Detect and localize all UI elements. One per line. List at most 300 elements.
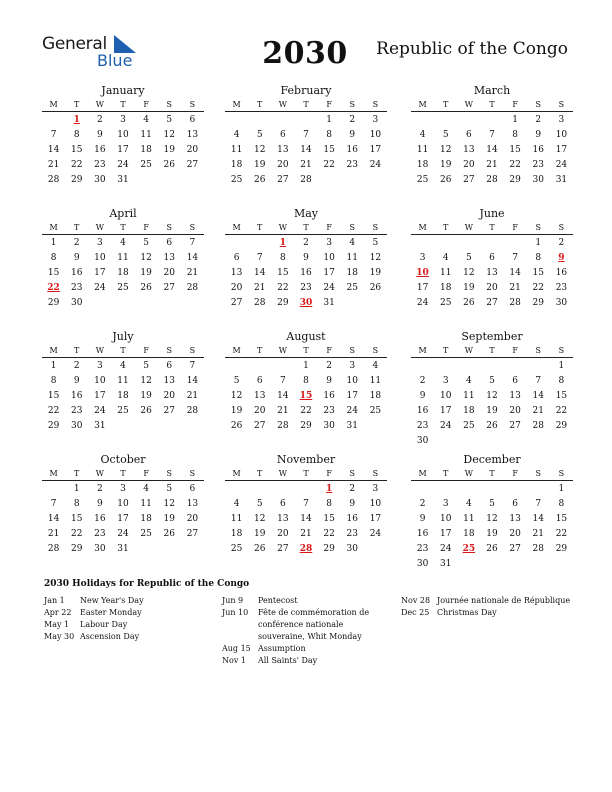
month-name: June xyxy=(479,207,505,220)
day-cell: 28 xyxy=(509,297,521,308)
weekday-label: S xyxy=(535,469,542,478)
day-cell: 25 xyxy=(416,174,429,185)
month-name: October xyxy=(100,453,146,466)
month-december xyxy=(411,453,573,571)
day-cell: 7 xyxy=(50,498,57,509)
day-cell: 15 xyxy=(555,390,568,401)
day-cell: 10 xyxy=(117,498,129,509)
day-cell: 23 xyxy=(94,159,106,170)
day-cell: 7 xyxy=(512,252,518,263)
holiday-day-cell: 15 xyxy=(299,390,313,401)
weekday-label: F xyxy=(143,223,149,232)
holiday-item xyxy=(222,643,372,655)
weekday-label: S xyxy=(189,346,196,355)
week-row xyxy=(225,172,387,187)
day-cell: 30 xyxy=(94,543,106,554)
holiday-column xyxy=(222,595,372,667)
weekday-header xyxy=(411,98,573,112)
generalblue-logo xyxy=(42,34,142,74)
day-cell: 6 xyxy=(166,360,173,371)
holiday-item xyxy=(44,595,194,607)
day-cell: 27 xyxy=(509,420,521,431)
day-cell: 2 xyxy=(419,375,426,386)
holiday-name: Fête de commémoration de conférence nationale souveraine, Whit Monday xyxy=(258,608,370,641)
day-cell: 22 xyxy=(323,159,335,170)
day-cell: 27 xyxy=(163,282,175,293)
day-cell: 4 xyxy=(120,360,126,371)
day-cell: 13 xyxy=(277,513,289,524)
weekday-label: F xyxy=(143,346,149,355)
week-row xyxy=(225,481,387,496)
day-cell: 3 xyxy=(442,498,449,509)
holiday-date: May 30 xyxy=(44,632,75,641)
week-row xyxy=(411,556,573,571)
weekday-label: M xyxy=(49,223,58,232)
week-row xyxy=(411,358,573,373)
day-cell: 10 xyxy=(117,129,129,140)
day-cell: 14 xyxy=(532,390,544,401)
holiday-day-cell: 10 xyxy=(416,267,429,278)
week-row xyxy=(225,142,387,157)
week-row xyxy=(411,496,573,511)
day-cell: 20 xyxy=(509,528,521,539)
day-cell: 7 xyxy=(50,129,57,140)
logo-text-general: General xyxy=(42,34,107,54)
day-cell: 20 xyxy=(509,405,521,416)
day-cell: 24 xyxy=(117,528,129,539)
holiday-date: Jan 1 xyxy=(44,596,65,605)
day-cell: 14 xyxy=(532,513,544,524)
day-cell: 7 xyxy=(189,237,196,248)
weekday-label: M xyxy=(49,346,58,355)
day-cell: 15 xyxy=(277,267,289,278)
month-june xyxy=(411,207,573,310)
day-cell: 31 xyxy=(94,420,106,431)
day-cell: 23 xyxy=(555,282,568,293)
day-cell: 7 xyxy=(279,375,286,386)
day-cell: 14 xyxy=(253,267,266,278)
weekday-label: T xyxy=(257,223,263,232)
month-name: September xyxy=(461,330,523,343)
day-cell: 6 xyxy=(233,252,240,263)
day-cell: 3 xyxy=(372,114,379,125)
day-cell: 10 xyxy=(94,375,106,386)
week-row xyxy=(411,403,573,418)
weekday-label: T xyxy=(120,223,126,232)
day-cell: 12 xyxy=(486,513,498,524)
day-cell: 26 xyxy=(253,543,266,554)
day-cell: 3 xyxy=(558,114,565,125)
day-cell: 11 xyxy=(416,144,429,155)
day-cell: 25 xyxy=(369,405,382,416)
month-october xyxy=(42,453,204,556)
day-cell: 15 xyxy=(70,513,83,524)
day-cell: 25 xyxy=(140,528,152,539)
day-cell: 5 xyxy=(372,237,379,248)
day-cell: 17 xyxy=(323,267,335,278)
day-cell: 31 xyxy=(117,174,129,185)
month-may xyxy=(225,207,387,310)
day-cell: 18 xyxy=(117,267,129,278)
weekday-label: F xyxy=(326,346,332,355)
day-cell: 11 xyxy=(140,498,152,509)
day-cell: 25 xyxy=(117,282,129,293)
year-title: 2030 xyxy=(262,36,348,71)
day-cell: 23 xyxy=(416,543,429,554)
day-cell: 6 xyxy=(166,237,173,248)
day-cell: 1 xyxy=(73,483,80,494)
weekday-label: T xyxy=(443,223,449,232)
day-cell: 2 xyxy=(558,237,565,248)
day-cell: 5 xyxy=(166,483,173,494)
weekday-label: M xyxy=(418,346,427,355)
weekday-label: F xyxy=(512,100,518,109)
day-cell: 11 xyxy=(230,513,243,524)
day-cell: 28 xyxy=(532,420,544,431)
day-cell: 28 xyxy=(532,543,544,554)
month-name: August xyxy=(286,330,326,343)
week-row xyxy=(411,280,573,295)
day-cell: 5 xyxy=(166,114,173,125)
month-september xyxy=(411,330,573,448)
day-cell: 10 xyxy=(439,390,452,401)
day-cell: 21 xyxy=(186,390,199,401)
day-cell: 24 xyxy=(94,405,106,416)
day-cell: 16 xyxy=(416,405,429,416)
month-august xyxy=(225,330,387,433)
day-cell: 12 xyxy=(486,390,498,401)
day-cell: 9 xyxy=(73,375,80,386)
weekday-label: T xyxy=(120,100,126,109)
month-name: July xyxy=(112,330,134,343)
day-cell: 16 xyxy=(323,390,335,401)
day-cell: 13 xyxy=(463,144,475,155)
weekday-label: S xyxy=(189,469,196,478)
month-name: February xyxy=(280,84,332,97)
holiday-date: Apr 22 xyxy=(44,608,72,617)
holiday-item xyxy=(222,607,372,643)
weekday-label: T xyxy=(303,100,309,109)
day-cell: 19 xyxy=(230,405,243,416)
day-cell: 22 xyxy=(555,405,568,416)
day-cell: 11 xyxy=(230,144,243,155)
day-cell: 26 xyxy=(439,174,452,185)
day-cell: 27 xyxy=(486,297,498,308)
holiday-item xyxy=(222,655,372,667)
day-cell: 2 xyxy=(419,498,426,509)
day-cell: 30 xyxy=(94,174,106,185)
day-cell: 10 xyxy=(346,375,358,386)
day-cell: 8 xyxy=(326,498,332,509)
day-cell: 27 xyxy=(186,159,199,170)
day-cell: 4 xyxy=(349,237,356,248)
holiday-day-cell: 25 xyxy=(462,543,476,554)
day-cell: 15 xyxy=(47,390,60,401)
weekday-header xyxy=(411,221,573,235)
day-cell: 6 xyxy=(512,498,518,509)
day-cell: 19 xyxy=(486,405,498,416)
day-cell: 25 xyxy=(439,297,452,308)
day-cell: 18 xyxy=(140,513,152,524)
week-row xyxy=(225,127,387,142)
day-cell: 4 xyxy=(442,252,449,263)
week-row xyxy=(411,112,573,127)
day-cell: 11 xyxy=(369,375,382,386)
day-cell: 2 xyxy=(535,114,542,125)
day-cell: 20 xyxy=(163,390,175,401)
week-row xyxy=(411,541,573,556)
day-cell: 23 xyxy=(323,405,335,416)
day-cell: 24 xyxy=(416,297,429,308)
day-cell: 6 xyxy=(279,129,286,140)
day-cell: 18 xyxy=(230,528,243,539)
day-cell: 30 xyxy=(416,558,429,569)
day-cell: 1 xyxy=(50,237,57,248)
day-cell: 28 xyxy=(47,543,60,554)
day-cell: 9 xyxy=(96,129,103,140)
week-row xyxy=(225,511,387,526)
day-cell: 17 xyxy=(117,513,129,524)
day-cell: 4 xyxy=(465,498,472,509)
week-row xyxy=(411,235,573,250)
day-cell: 18 xyxy=(463,528,475,539)
day-cell: 12 xyxy=(439,144,452,155)
weekday-label: S xyxy=(372,346,379,355)
day-cell: 20 xyxy=(253,405,266,416)
day-cell: 14 xyxy=(186,375,199,386)
weekday-label: S xyxy=(349,346,356,355)
weekday-label: T xyxy=(257,346,263,355)
weekday-label: W xyxy=(95,469,104,478)
holiday-day-cell: 22 xyxy=(47,282,60,293)
week-row xyxy=(411,373,573,388)
day-cell: 16 xyxy=(416,528,429,539)
day-cell: 22 xyxy=(277,282,289,293)
weekday-label: M xyxy=(418,469,427,478)
month-november xyxy=(225,453,387,556)
weekday-label: S xyxy=(372,469,379,478)
day-cell: 29 xyxy=(323,543,335,554)
day-cell: 10 xyxy=(439,513,452,524)
weekday-label: W xyxy=(278,469,287,478)
day-cell: 23 xyxy=(70,282,83,293)
weekday-label: S xyxy=(558,100,565,109)
weekday-label: T xyxy=(303,223,309,232)
day-cell: 28 xyxy=(47,174,60,185)
weekday-label: T xyxy=(489,223,495,232)
weekday-header xyxy=(411,344,573,358)
day-cell: 21 xyxy=(532,528,544,539)
day-cell: 4 xyxy=(143,114,149,125)
weekday-label: T xyxy=(257,100,263,109)
day-cell: 24 xyxy=(94,282,106,293)
day-cell: 22 xyxy=(555,528,568,539)
day-cell: 5 xyxy=(442,129,449,140)
weekday-label: M xyxy=(49,100,58,109)
day-cell: 21 xyxy=(300,528,312,539)
weekday-label: S xyxy=(372,100,379,109)
weekday-label: T xyxy=(303,469,309,478)
day-cell: 8 xyxy=(558,498,565,509)
weekday-label: S xyxy=(558,346,565,355)
month-name: May xyxy=(293,207,319,220)
day-cell: 16 xyxy=(94,513,106,524)
day-cell: 19 xyxy=(369,267,382,278)
weekday-header xyxy=(42,221,204,235)
day-cell: 9 xyxy=(349,129,356,140)
day-cell: 27 xyxy=(230,297,243,308)
day-cell: 31 xyxy=(555,174,568,185)
week-row xyxy=(42,157,204,172)
day-cell: 25 xyxy=(230,174,243,185)
week-row xyxy=(42,388,204,403)
week-row xyxy=(42,496,204,511)
day-cell: 18 xyxy=(463,405,475,416)
weekday-label: W xyxy=(464,469,473,478)
weekday-label: S xyxy=(535,100,542,109)
day-cell: 14 xyxy=(486,144,498,155)
week-row xyxy=(225,373,387,388)
day-cell: 29 xyxy=(555,543,568,554)
weekday-header xyxy=(225,467,387,481)
week-row xyxy=(42,280,204,295)
day-cell: 14 xyxy=(300,144,312,155)
week-row xyxy=(42,358,204,373)
week-row xyxy=(411,127,573,142)
day-cell: 12 xyxy=(163,129,175,140)
holiday-date: Dec 25 xyxy=(401,608,430,617)
day-cell: 11 xyxy=(140,129,152,140)
day-cell: 24 xyxy=(555,159,568,170)
day-cell: 3 xyxy=(326,237,332,248)
day-cell: 2 xyxy=(326,360,332,371)
day-cell: 30 xyxy=(70,420,83,431)
day-cell: 27 xyxy=(163,405,175,416)
weekday-label: T xyxy=(257,469,263,478)
weekday-label: T xyxy=(489,100,495,109)
day-cell: 11 xyxy=(117,252,129,263)
day-cell: 27 xyxy=(463,174,475,185)
holiday-date: Aug 15 xyxy=(222,644,251,653)
weekday-header xyxy=(42,344,204,358)
day-cell: 18 xyxy=(140,144,152,155)
day-cell: 21 xyxy=(509,282,521,293)
day-cell: 5 xyxy=(256,129,263,140)
day-cell: 26 xyxy=(163,159,175,170)
day-cell: 8 xyxy=(512,129,518,140)
day-cell: 3 xyxy=(442,375,449,386)
week-row xyxy=(225,295,387,310)
day-cell: 17 xyxy=(555,144,568,155)
day-cell: 17 xyxy=(346,390,358,401)
day-cell: 9 xyxy=(303,252,309,263)
day-cell: 6 xyxy=(279,498,286,509)
month-january xyxy=(42,84,204,187)
holiday-item xyxy=(44,619,194,631)
day-cell: 2 xyxy=(96,114,103,125)
week-row xyxy=(411,157,573,172)
day-cell: 29 xyxy=(47,297,60,308)
holiday-name: Easter Monday xyxy=(80,608,142,617)
day-cell: 17 xyxy=(117,144,129,155)
day-cell: 5 xyxy=(143,360,149,371)
day-cell: 15 xyxy=(47,267,60,278)
day-cell: 31 xyxy=(439,558,452,569)
weekday-label: F xyxy=(143,100,149,109)
day-cell: 24 xyxy=(369,159,382,170)
holiday-name: Pentecost xyxy=(258,596,298,605)
holiday-date: Jun 9 xyxy=(222,596,244,605)
day-cell: 9 xyxy=(349,498,356,509)
day-cell: 21 xyxy=(277,405,289,416)
month-april xyxy=(42,207,204,310)
holiday-item xyxy=(222,595,372,607)
week-row xyxy=(42,112,204,127)
day-cell: 12 xyxy=(140,252,152,263)
week-row xyxy=(411,172,573,187)
week-row xyxy=(411,250,573,265)
day-cell: 4 xyxy=(143,483,149,494)
day-cell: 4 xyxy=(419,129,426,140)
day-cell: 11 xyxy=(463,513,475,524)
holiday-item xyxy=(401,607,573,619)
day-cell: 20 xyxy=(186,144,199,155)
day-cell: 13 xyxy=(277,144,289,155)
weekday-label: S xyxy=(349,100,356,109)
week-row xyxy=(42,295,204,310)
day-cell: 9 xyxy=(535,129,542,140)
day-cell: 29 xyxy=(509,174,521,185)
day-cell: 30 xyxy=(555,297,568,308)
day-cell: 7 xyxy=(189,360,196,371)
weekday-label: M xyxy=(49,469,58,478)
day-cell: 28 xyxy=(253,297,266,308)
weekday-label: W xyxy=(464,346,473,355)
weekday-label: S xyxy=(349,469,356,478)
holiday-item xyxy=(44,607,194,619)
day-cell: 24 xyxy=(346,405,358,416)
day-cell: 6 xyxy=(189,483,196,494)
week-row xyxy=(42,526,204,541)
day-cell: 8 xyxy=(279,252,286,263)
day-cell: 13 xyxy=(509,390,521,401)
holiday-column xyxy=(401,595,573,619)
day-cell: 1 xyxy=(512,114,518,125)
day-cell: 13 xyxy=(230,267,243,278)
day-cell: 21 xyxy=(300,159,312,170)
day-cell: 15 xyxy=(323,144,335,155)
day-cell: 16 xyxy=(300,267,312,278)
day-cell: 4 xyxy=(120,237,126,248)
day-cell: 9 xyxy=(96,498,103,509)
day-cell: 19 xyxy=(253,528,266,539)
weekday-label: T xyxy=(443,469,449,478)
day-cell: 27 xyxy=(277,543,289,554)
holiday-item xyxy=(44,631,194,643)
day-cell: 22 xyxy=(47,405,60,416)
day-cell: 19 xyxy=(163,513,175,524)
week-row xyxy=(225,541,387,556)
weekday-label: T xyxy=(120,469,126,478)
day-cell: 3 xyxy=(349,360,356,371)
day-cell: 22 xyxy=(70,159,83,170)
day-cell: 2 xyxy=(96,483,103,494)
week-row xyxy=(42,418,204,433)
day-cell: 19 xyxy=(163,144,175,155)
day-cell: 10 xyxy=(369,498,382,509)
day-cell: 5 xyxy=(489,375,495,386)
day-cell: 10 xyxy=(555,129,568,140)
